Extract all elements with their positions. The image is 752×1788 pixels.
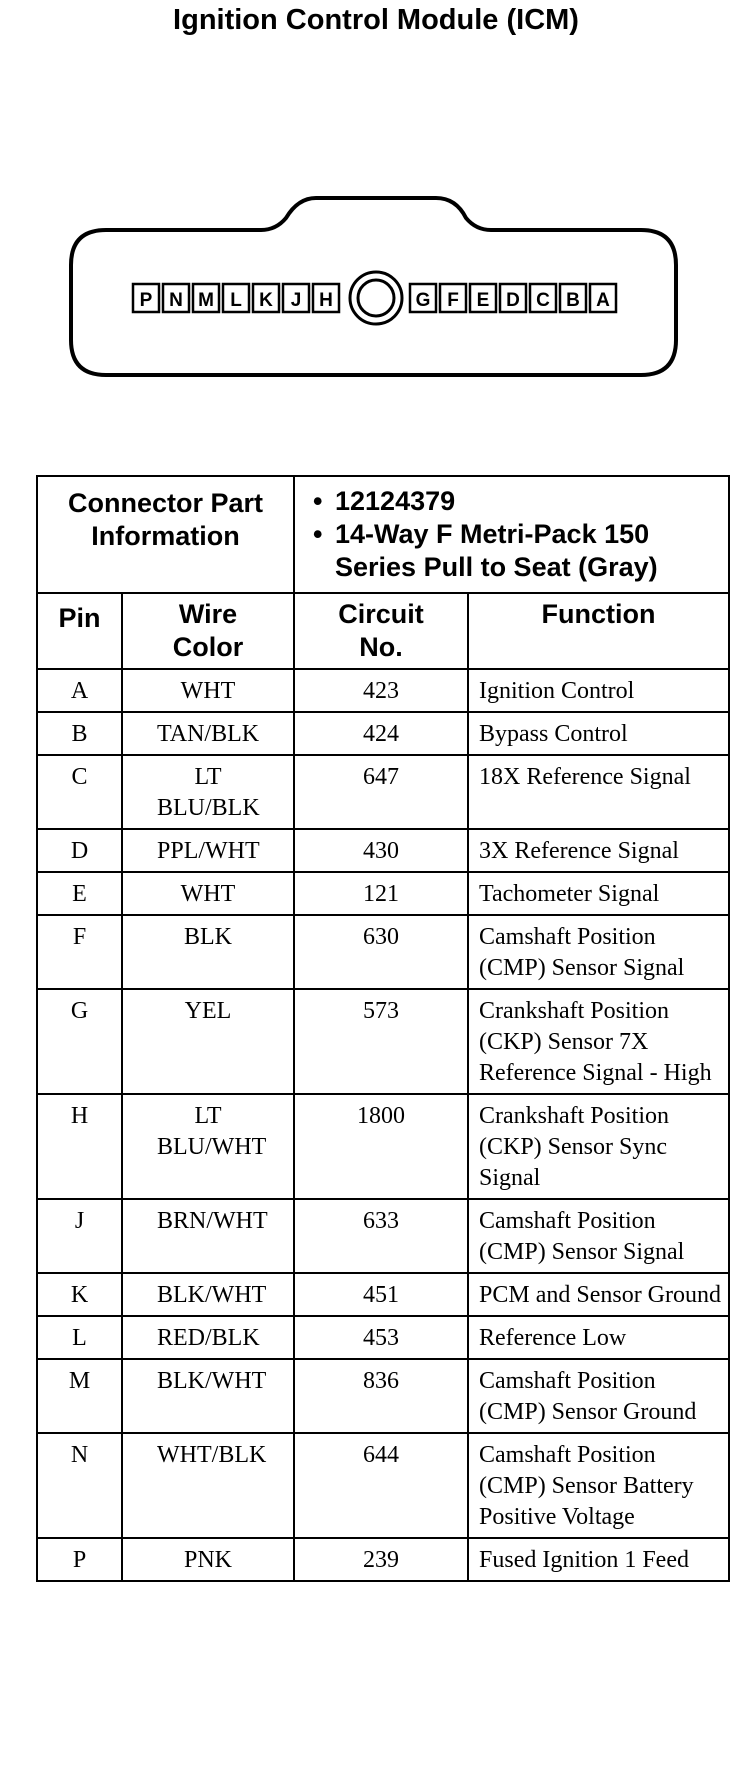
pin-cell: E	[37, 872, 122, 915]
pin-cell: K	[37, 1273, 122, 1316]
wire-color-cell: YEL	[122, 989, 294, 1094]
wire-color-cell: BRN/WHT	[122, 1199, 294, 1273]
col-header-pin: Pin	[37, 593, 122, 669]
wire-color-cell: LT BLU/WHT	[122, 1094, 294, 1199]
part-info-label	[37, 476, 294, 593]
center-bolt-inner	[358, 280, 394, 316]
pin-cell: D	[37, 829, 122, 872]
function-cell: 18X Reference Signal	[468, 755, 729, 829]
pin-cell: G	[37, 989, 122, 1094]
pin-label-p: P	[139, 290, 153, 311]
wire-color-cell: WHT	[122, 669, 294, 712]
table-row	[37, 1538, 729, 1581]
function-cell: Crankshaft Position (CKP) Sensor 7X Reference Signal - High	[468, 989, 729, 1094]
wire-color-cell: WHT	[122, 872, 294, 915]
pin-label-b: B	[566, 290, 580, 311]
circuit-cell: 453	[294, 1316, 468, 1359]
function-cell: Bypass Control	[468, 712, 729, 755]
pin-label-h: H	[319, 290, 333, 311]
circuit-cell: 644	[294, 1433, 468, 1538]
function-cell: Camshaft Position (CMP) Sensor Battery Positive Voltage	[468, 1433, 729, 1538]
wire-color-cell: PNK	[122, 1538, 294, 1581]
connector-face-diagram	[66, 190, 686, 390]
pin-cell: C	[37, 755, 122, 829]
wire-color-cell: WHT/BLK	[122, 1433, 294, 1538]
pin-label-m: M	[198, 290, 214, 311]
function-cell: Camshaft Position (CMP) Sensor Ground	[468, 1359, 729, 1433]
circuit-cell: 633	[294, 1199, 468, 1273]
pin-cell: J	[37, 1199, 122, 1273]
pin-label-g: G	[415, 290, 431, 311]
pin-label-c: C	[536, 290, 550, 311]
wire-color-cell: LT BLU/BLK	[122, 755, 294, 829]
pin-cell: B	[37, 712, 122, 755]
part-description: • 14-Way F Metri-Pack 150 Series Pull to Seat (Gray)	[335, 518, 718, 584]
pin-cell: N	[37, 1433, 122, 1538]
circuit-cell: 423	[294, 669, 468, 712]
circuit-cell: 430	[294, 829, 468, 872]
circuit-cell: 647	[294, 755, 468, 829]
wire-color-cell: BLK/WHT	[122, 1359, 294, 1433]
table-row	[37, 712, 729, 755]
table-row	[37, 1433, 729, 1538]
part-info-values	[294, 476, 729, 593]
circuit-cell: 239	[294, 1538, 468, 1581]
table-row	[37, 1316, 729, 1359]
function-cell: Ignition Control	[468, 669, 729, 712]
pin-cell: P	[37, 1538, 122, 1581]
table-row	[37, 1094, 729, 1199]
pin-cell: L	[37, 1316, 122, 1359]
pin-label-d: D	[506, 290, 520, 311]
part-info-label-line1: Connector Part	[67, 488, 264, 518]
circuit-cell: 573	[294, 989, 468, 1094]
table-row	[37, 989, 729, 1094]
circuit-cell: 1800	[294, 1094, 468, 1199]
function-cell: Fused Ignition 1 Feed	[468, 1538, 729, 1581]
pin-cell: H	[37, 1094, 122, 1199]
circuit-cell: 451	[294, 1273, 468, 1316]
function-cell: Camshaft Position (CMP) Sensor Signal	[468, 1199, 729, 1273]
table-row	[37, 872, 729, 915]
part-number: • 12124379	[335, 485, 718, 518]
wire-color-cell: PPL/WHT	[122, 829, 294, 872]
column-header-row	[37, 593, 729, 669]
function-cell: Crankshaft Position (CKP) Sensor Sync Signal	[468, 1094, 729, 1199]
pin-label-j: J	[290, 290, 302, 311]
circuit-cell: 121	[294, 872, 468, 915]
table-row	[37, 669, 729, 712]
col-header-wire-color: Wire Color	[122, 593, 294, 669]
function-cell: Reference Low	[468, 1316, 729, 1359]
pin-cell: A	[37, 669, 122, 712]
part-info-row	[37, 476, 729, 593]
table-row	[37, 915, 729, 989]
table-row	[37, 1273, 729, 1316]
page-title: Ignition Control Module (ICM)	[173, 4, 579, 36]
connector-pinout-table	[36, 475, 730, 1582]
pin-label-f: F	[447, 290, 459, 311]
function-cell: 3X Reference Signal	[468, 829, 729, 872]
pin-cell: M	[37, 1359, 122, 1433]
pin-label-n: N	[169, 290, 183, 311]
pin-label-k: K	[259, 290, 273, 311]
wire-color-cell: BLK	[122, 915, 294, 989]
wire-color-cell: TAN/BLK	[122, 712, 294, 755]
function-cell: Camshaft Position (CMP) Sensor Signal	[468, 915, 729, 989]
circuit-cell: 424	[294, 712, 468, 755]
wire-color-cell: BLK/WHT	[122, 1273, 294, 1316]
table-row	[37, 1359, 729, 1433]
pin-label-a: A	[596, 290, 610, 311]
pin-label-e: E	[476, 290, 490, 311]
pin-cell: F	[37, 915, 122, 989]
pin-label-l: L	[230, 290, 242, 311]
circuit-cell: 836	[294, 1359, 468, 1433]
col-header-function: Function	[468, 593, 729, 669]
table-row	[37, 829, 729, 872]
function-cell: Tachometer Signal	[468, 872, 729, 915]
part-info-label-line2: Information	[91, 521, 240, 551]
col-header-circuit-no: Circuit No.	[294, 593, 468, 669]
table-row	[37, 755, 729, 829]
wire-color-cell: RED/BLK	[122, 1316, 294, 1359]
circuit-cell: 630	[294, 915, 468, 989]
table-row	[37, 1199, 729, 1273]
function-cell: PCM and Sensor Ground	[468, 1273, 729, 1316]
